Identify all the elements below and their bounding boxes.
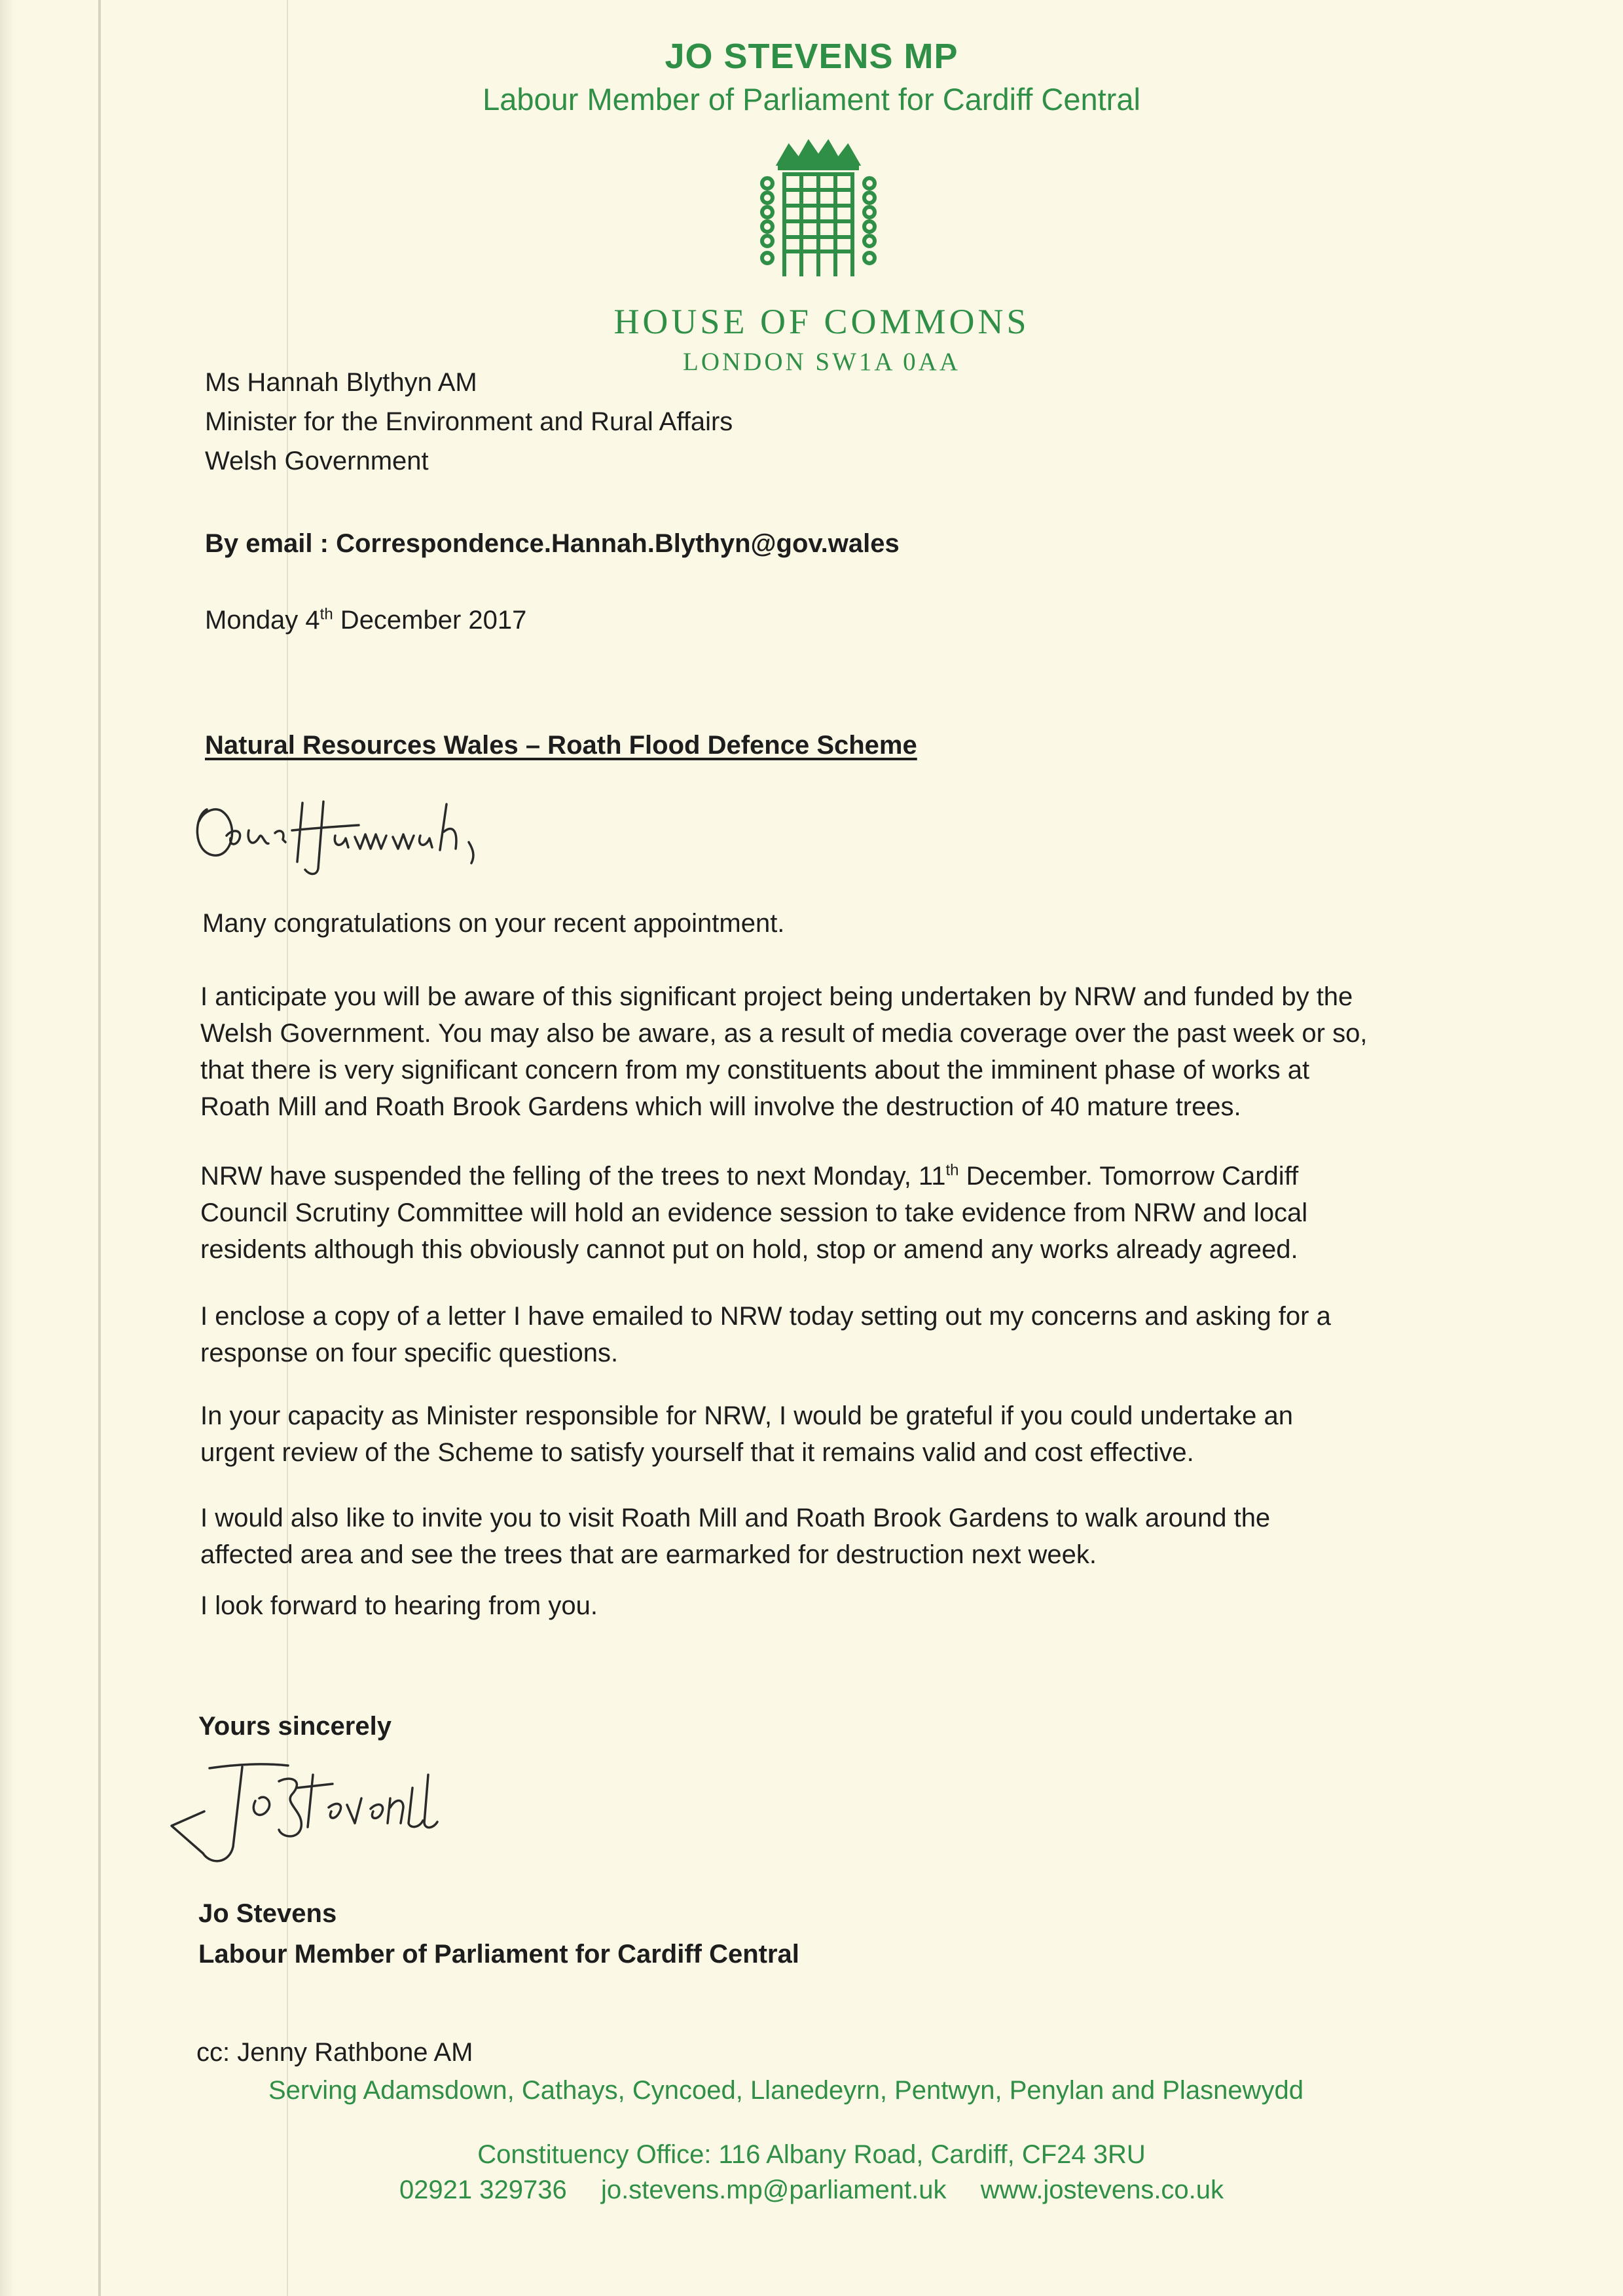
body-paragraph-5 — [200, 1398, 1444, 1471]
footer-serving: Serving Adamsdown, Cathays, Cyncoed, Llanedeyrn, Pentwyn, Penylan and Plasnewydd — [268, 2076, 1304, 2105]
paragraph-line: response on four specific questions. — [200, 1339, 619, 1367]
footer-email[interactable]: jo.stevens.mp@parliament.uk — [601, 2176, 947, 2204]
date-rest: December 2017 — [333, 606, 527, 635]
body-paragraph-2 — [200, 978, 1444, 1125]
cc-line: cc: Jenny Rathbone AM — [196, 2038, 473, 2067]
signer-title: Labour Member of Parliament for Cardiff Central — [198, 1940, 799, 1969]
paragraph-line: Council Scrutiny Committee will hold an evidence session to take evidence from NRW and local — [200, 1198, 1308, 1227]
delivery-label: By email : — [205, 529, 337, 558]
valediction: Yours sincerely — [198, 1712, 392, 1741]
delivery-email: Correspondence.Hannah.Blythyn@gov.wales — [336, 529, 900, 558]
body-paragraph-4 — [200, 1298, 1444, 1371]
body-paragraph-6 — [200, 1500, 1444, 1573]
paragraph-line: that there is very significant concern from my constituents about the imminent phase of works at — [200, 1056, 1310, 1084]
handwritten-signature — [164, 1755, 478, 1873]
footer-contact — [0, 2176, 1623, 2205]
paragraph-line: Roath Mill and Roath Brook Gardens which will involve the destruction of 40 mature trees. — [200, 1092, 1241, 1121]
letterhead-institution: HOUSE OF COMMONS — [613, 302, 1030, 341]
date-ordinal: th — [319, 605, 333, 623]
recipient-role: Minister for the Environment and Rural Affairs — [205, 407, 733, 436]
paragraph-line: I enclose a copy of a letter I have emailed to NRW today setting out my concerns and asking for a — [200, 1302, 1331, 1331]
paragraph-line: I anticipate you will be aware of this significant project being undertaken by NRW and funded by the — [200, 982, 1353, 1011]
letter-date — [205, 606, 526, 635]
signer-name: Jo Stevens — [198, 1899, 337, 1928]
paragraph-line: I would also like to invite you to visit Roath Mill and Roath Brook Gardens to walk around the — [200, 1504, 1271, 1532]
paragraph-line: affected area and see the trees that are earmarked for destruction next week. — [200, 1540, 1097, 1569]
paragraph-line — [200, 1158, 1444, 1194]
margin-rule — [98, 0, 101, 2296]
date-day: Monday 4 — [205, 606, 320, 635]
p3-text-rest: December. Tomorrow Cardiff — [958, 1162, 1299, 1191]
recipient-name: Ms Hannah Blythyn AM — [205, 368, 477, 397]
paragraph-line: urgent review of the Scheme to satisfy yourself that it remains valid and cost effective. — [200, 1438, 1194, 1467]
footer-phone: 02921 329736 — [399, 2176, 567, 2204]
letterhead-mp-name: JO STEVENS MP — [665, 37, 958, 76]
letterhead-mp-title: Labour Member of Parliament for Cardiff Central — [483, 82, 1140, 117]
handwritten-salutation — [187, 790, 567, 881]
p3-text: NRW have suspended the felling of the trees to next Monday, 11 — [200, 1162, 946, 1191]
body-paragraph-3 — [200, 1158, 1444, 1268]
letter-subject: Natural Resources Wales – Roath Flood Defence Scheme — [205, 731, 917, 760]
paragraph-line: In your capacity as Minister responsible for NRW, I would be grateful if you could undertake an — [200, 1401, 1294, 1430]
recipient-organisation: Welsh Government — [205, 447, 429, 475]
p3-ordinal: th — [945, 1161, 959, 1179]
body-paragraph-7: I look forward to hearing from you. — [200, 1591, 598, 1620]
portcullis-icon — [753, 138, 884, 282]
body-paragraph-1: Many congratulations on your recent appointment. — [202, 909, 785, 938]
paragraph-line: Welsh Government. You may also be aware, as a result of media coverage over the past week or so, — [200, 1019, 1368, 1048]
letterhead-address: LONDON SW1A 0AA — [683, 348, 960, 376]
delivery-line — [205, 529, 900, 559]
scan-edge — [0, 0, 14, 2296]
footer-website[interactable]: www.jostevens.co.uk — [980, 2176, 1224, 2204]
footer-office: Constituency Office: 116 Albany Road, Cardiff, CF24 3RU — [477, 2140, 1146, 2169]
paragraph-line: residents although this obviously cannot put on hold, stop or amend any works already agreed. — [200, 1235, 1298, 1264]
